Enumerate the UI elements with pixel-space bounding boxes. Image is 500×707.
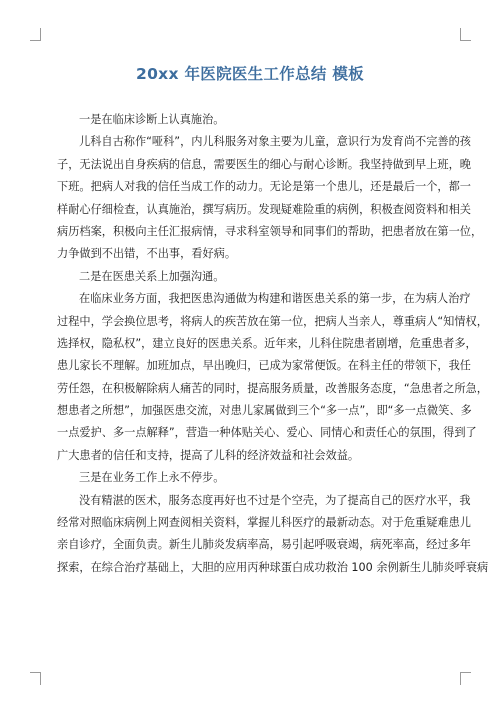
crop-mark-top-left — [30, 28, 41, 41]
paragraph-2-line: 劳任怨，在积极解除病人痛苦的同时，提高服务质量，改善服务态度，“急患者之所急， — [57, 381, 488, 395]
paragraph-2-line: 患儿家长不理解。加班加点，早出晚归，已成为家常便饭。在科主任的带领下，我任 — [57, 359, 471, 373]
paragraph-1-line: 子，无法说出自身疾病的信息，需要医生的细心与耐心诊断。我坚持做到早上班，晚 — [57, 157, 471, 171]
paragraph-2-line: 在临床业务方面，我把医患沟通做为构建和谐医患关系的第一步，在为病人治疗 — [79, 292, 471, 306]
paragraph-2-line: 过程中，学会换位思考，将病人的疾苦放在第一位，把病人当亲人，尊重病人“知情权， — [57, 314, 488, 328]
paragraph-3-line: 没有精湛的医术，服务态度再好也不过是个空壳，为了提高自己的医疗水平，我 — [79, 493, 471, 507]
paragraph-2-line: 选择权，隐私权”，建立良好的医患关系。近年来，儿科住院患者剧增，危重患者多， — [57, 336, 477, 350]
paragraph-1-line: 样耐心仔细检查，认真施治，撰写病历。发现疑难险重的病例，积极查阅资料和相关 — [57, 202, 471, 216]
paragraph-1-line: 力争做到不出错，不出事，看好病。 — [57, 247, 237, 261]
crop-mark-bottom-left — [30, 672, 41, 685]
section-3-heading: 三是在业务工作上永不停步。 — [79, 471, 225, 485]
paragraph-3-line: 探索，在综合治疗基础上，大胆的应用丙种球蛋白成功救治 100 余例新生儿肺炎呼衰病 — [57, 560, 489, 574]
paragraph-2-line: 一点爱护、多一点解释”，营造一种体贴关心、爱心、同情心和责任心的氛围，得到了 — [57, 426, 477, 440]
document-body — [57, 109, 489, 579]
paragraph-2-line: 想患者之所想”，加强医患交流，对患儿家属做到三个“多一点”，即“多一点微笑、多 — [57, 404, 472, 418]
paragraph-2-line: 广大患者的信任和支持，提高了儿科的经济效益和社会效益。 — [57, 448, 360, 462]
crop-mark-top-right — [460, 28, 471, 41]
paragraph-3-line: 经常对照临床病例上网查阅相关资料，掌握儿科医疗的最新动态。对于危重疑难患儿 — [57, 516, 471, 530]
paragraph-1-line: 儿科自古称作“哑科”，内儿科服务对象主要为儿童，意识行为发育尚不完善的孩 — [79, 135, 471, 149]
crop-mark-bottom-right — [460, 672, 471, 685]
paragraph-1-line: 下班。把病人对我的信任当成工作的动力。无论是第一个患儿，还是最后一个，都一 — [57, 180, 471, 194]
paragraph-3-line: 亲自诊疗，全面负责。新生儿肺炎发病率高，易引起呼吸衰竭，病死率高，经过多年 — [57, 538, 471, 552]
section-2-heading: 二是在医患关系上加强沟通。 — [79, 269, 225, 283]
section-1-heading: 一是在临床诊断上认真施治。 — [79, 113, 225, 126]
document-title: 20xx 年医院医生工作总结 模板 — [136, 65, 364, 83]
paragraph-1-line: 病历档案，积极向主任汇报病情，寻求科室领导和同事们的帮助，把患者放在第一位， — [57, 224, 483, 238]
